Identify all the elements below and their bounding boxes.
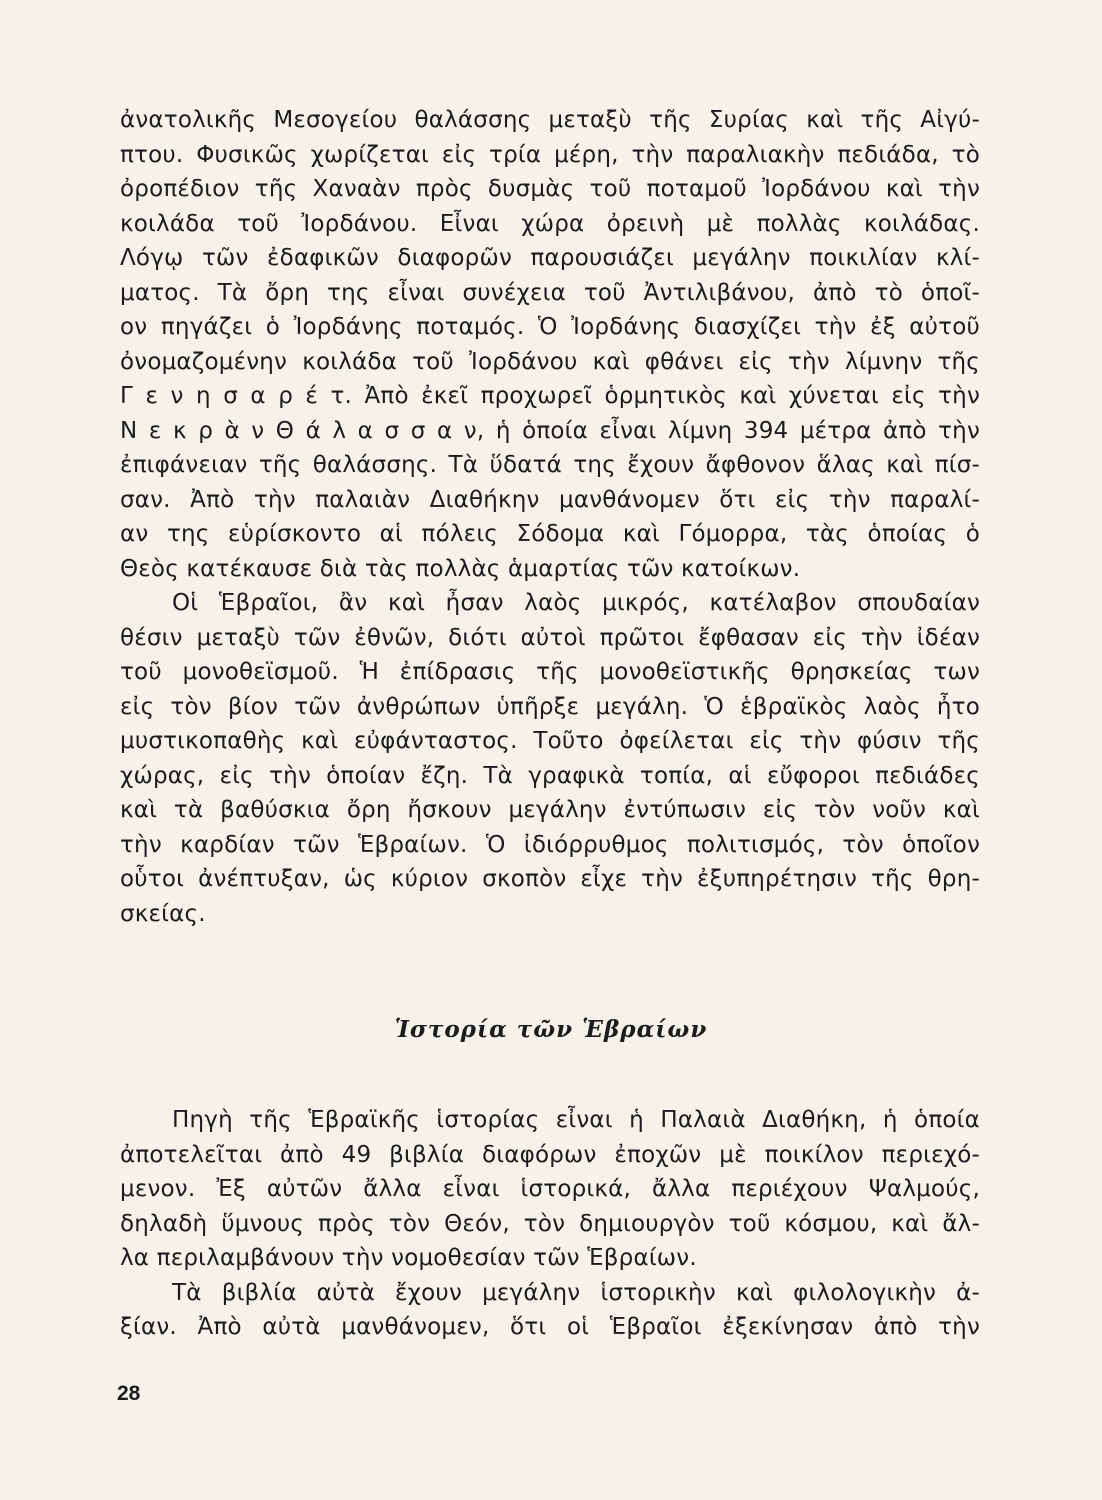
text-line: Ν ε κ ρ ὰ ν Θ ά λ α σ σ α ν, ἡ ὁποία εἶναι λίμνη 394 μέτρα ἀπὸ τὴν xyxy=(120,417,980,444)
text-line: ὀνομαζομένην κοιλάδα τοῦ Ἰορδάνου καὶ φθάνει εἰς τὴν λίμνην τῆς xyxy=(120,348,980,375)
text-line: μυστικοπαθὴς καὶ εὐφάνταστος. Τοῦτο ὀφείλεται εἰς τὴν φύσιν τῆς xyxy=(120,728,980,754)
text-line: τοῦ μονοθεϊσμοῦ. Ἡ ἐπίδρασις τῆς μονοθεϊστικῆς θρησκείας των xyxy=(120,659,980,685)
body-text-bottom xyxy=(120,1103,980,1345)
text-line: σκείας. xyxy=(120,900,206,927)
text-line: οὗτοι ἀνέπτυξαν, ὡς κύριον σκοπὸν εἶχε τὴν ἐξυπηρέτησιν τῆς θρη- xyxy=(120,866,980,892)
text-line: μενον. Ἐξ αὐτῶν ἄλλα εἶναι ἱστορικά, ἄλλα περιέχουν Ψαλμούς, xyxy=(120,1176,980,1202)
text-line: ἀποτελεῖται ἀπὸ 49 βιβλία διαφόρων ἐποχῶν μὲ ποικίλον περιεχό- xyxy=(120,1141,980,1168)
text-line: εἰς τὸν βίον τῶν ἀνθρώπων ὑπῆρξε μεγάλη. Ὁ ἑβραϊκὸς λαὸς ἦτο xyxy=(120,693,980,720)
text-line: Γ ε ν η σ α ρ έ τ. Ἀπὸ ἐκεῖ προχωρεῖ ὁρμητικὸς καὶ χύνεται εἰς τὴν xyxy=(120,383,980,409)
text-line: καὶ τὰ βαθύσκια ὄρη ἤσκουν μεγάλην ἐντύπωσιν εἰς τὸν νοῦν καὶ xyxy=(120,797,980,823)
text-line: δηλαδὴ ὕμνους πρὸς τὸν Θεόν, τὸν δημιουργὸν τοῦ κόσμου, καὶ ἄλ- xyxy=(120,1210,980,1237)
paragraph xyxy=(120,586,980,931)
text-line: ὀροπέδιον τῆς Χαναὰν πρὸς δυσμὰς τοῦ ποταμοῦ Ἰορδάνου καὶ τὴν xyxy=(120,176,980,202)
text-line: Θεὸς κατέκαυσε διὰ τὰς πολλὰς ἁμαρτίας τῶν κατοίκων. xyxy=(120,555,801,582)
text-line: ματος. Τὰ ὄρη της εἶναι συνέχεια τοῦ Ἀντιλιβάνου, ἀπὸ τὸ ὁποῖ- xyxy=(120,279,980,306)
text-line: τὴν καρδίαν τῶν Ἑβραίων. Ὁ ἰδιόρρυθμος πολιτισμός, τὸν ὁποῖον xyxy=(120,831,980,858)
section-heading: Ἱστορία τῶν Ἑβραίων xyxy=(394,1016,708,1043)
text-line: χώρας, εἰς τὴν ὁποίαν ἔζη. Τὰ γραφικὰ τοπία, αἱ εὔφοροι πεδιάδες xyxy=(120,762,980,789)
paragraph xyxy=(120,1103,980,1276)
text-line: Λόγῳ τῶν ἐδαφικῶν διαφορῶν παρουσιάζει μεγάλην ποικιλίαν κλί- xyxy=(120,245,980,271)
text-line: Πηγὴ τῆς Ἑβραϊκῆς ἱστορίας εἶναι ἡ Παλαιὰ Διαθήκη, ἡ ὁποία xyxy=(172,1107,980,1133)
text-line: λα περιλαμβάνουν τὴν νομοθεσίαν τῶν Ἑβραίων. xyxy=(120,1245,697,1271)
page-number: 28 xyxy=(117,1382,141,1405)
text-line: Τὰ βιβλία αὐτὰ ἔχουν μεγάλην ἱστορικὴν καὶ φιλολογικὴν ἀ- xyxy=(172,1279,980,1306)
paragraph xyxy=(120,103,980,586)
text-line: ἀνατολικῆς Μεσογείου θαλάσσης μεταξὺ τῆς Συρίας καὶ τῆς Αἰγύ- xyxy=(120,107,980,133)
text-line: πτου. Φυσικῶς χωρίζεται εἰς τρία μέρη, τὴν παραλιακὴν πεδιάδα, τὸ xyxy=(120,141,980,168)
text-line: σαν. Ἀπὸ τὴν παλαιὰν Διαθήκην μανθάνομεν ὅτι εἰς τὴν παραλί- xyxy=(120,486,980,513)
text-line: ξίαν. Ἀπὸ αὐτὰ μανθάνομεν, ὅτι οἱ Ἑβραῖοι ἐξεκίνησαν ἀπὸ τὴν xyxy=(120,1314,980,1340)
body-text-top xyxy=(120,103,980,931)
text-line: θέσιν μεταξὺ τῶν ἐθνῶν, διότι αὐτοὶ πρῶτοι ἔφθασαν εἰς τὴν ἰδέαν xyxy=(120,624,980,651)
paragraph xyxy=(120,1276,980,1345)
text-line: ἐπιφάνειαν τῆς θαλάσσης. Τὰ ὕδατά της ἔχουν ἄφθονον ἅλας καὶ πίσ- xyxy=(120,452,980,478)
text-line: ον πηγάζει ὁ Ἰορδάνης ποταμός. Ὁ Ἰορδάνης διασχίζει τὴν ἐξ αὐτοῦ xyxy=(120,314,980,340)
text-line: Οἱ Ἑβραῖοι, ἂν καὶ ἦσαν λαὸς μικρός, κατέλαβον σπουδαίαν xyxy=(172,590,980,616)
text-line: κοιλάδα τοῦ Ἰορδάνου. Εἶναι χώρα ὀρεινὴ μὲ πολλὰς κοιλάδας. xyxy=(120,210,980,237)
text-line: αν της εὑρίσκοντο αἱ πόλεις Σόδομα καὶ Γόμορρα, τὰς ὁποίας ὁ xyxy=(120,521,980,547)
